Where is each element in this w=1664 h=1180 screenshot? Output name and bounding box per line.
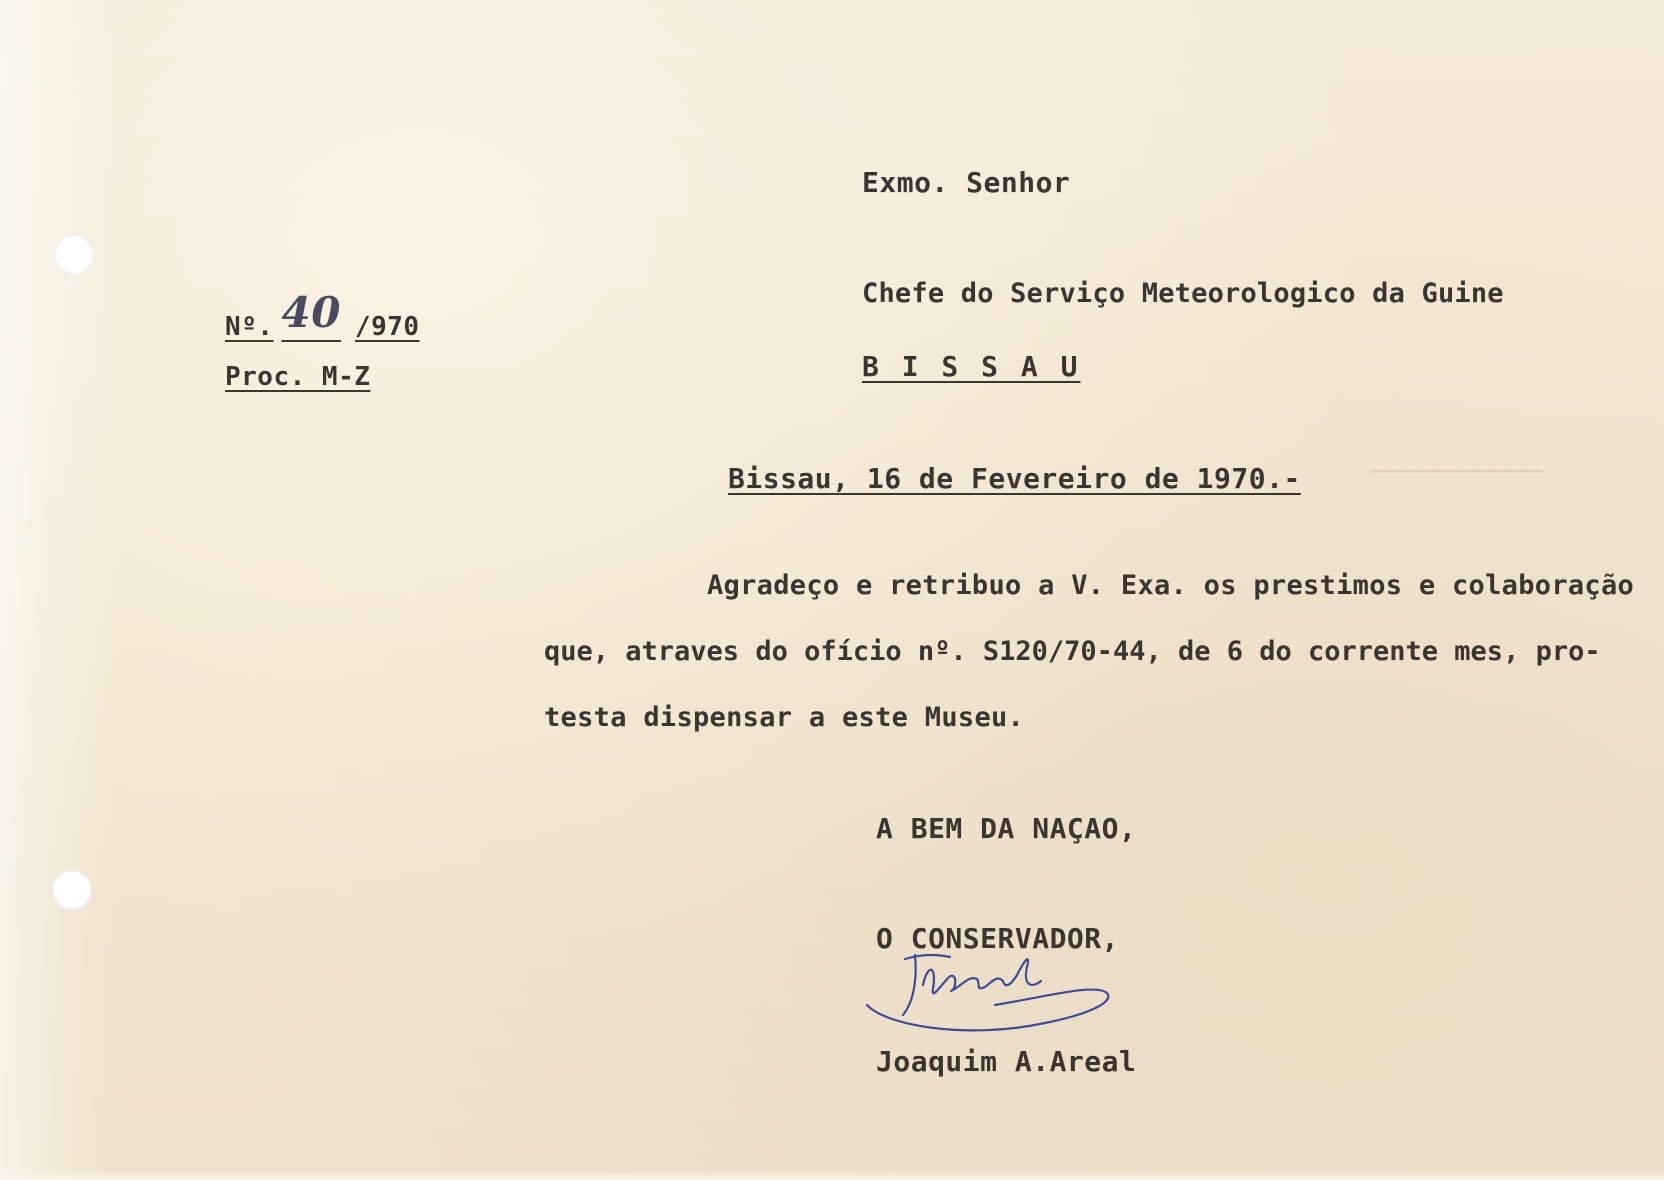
show-through-text: __________ bbox=[1370, 440, 1544, 473]
reference-number-handwritten: 40 bbox=[281, 288, 341, 337]
body-line-1: Agradeço e retribuo a V. Exa. os prestimos e colaboração bbox=[707, 570, 1635, 601]
salutation: Exmo. Senhor bbox=[862, 166, 1071, 199]
addressee-title: Chefe do Serviço Meteorologico da Guine bbox=[862, 278, 1504, 309]
closing-formula: A BEM DA NAÇAO, bbox=[876, 812, 1137, 845]
punch-hole-top bbox=[54, 235, 94, 275]
signatory-name: Joaquim A.Areal bbox=[876, 1045, 1137, 1078]
closing-role: O CONSERVADOR, bbox=[876, 922, 1120, 955]
reference-number-suffix: /970 bbox=[354, 312, 420, 342]
body-line-3: testa dispensar a este Museu. bbox=[544, 702, 1025, 733]
handwritten-signature bbox=[845, 945, 1125, 1045]
addressee-city: B I S S A U bbox=[862, 350, 1081, 383]
punch-hole-bottom bbox=[52, 870, 92, 910]
paper-bottom-edge bbox=[0, 1170, 1664, 1180]
process-reference: Proc. M-Z bbox=[225, 362, 371, 392]
date-line: Bissau, 16 de Fevereiro de 1970.- bbox=[728, 462, 1301, 495]
paper-edge-shading bbox=[0, 0, 120, 1180]
body-line-2: que, atraves do ofício nº. S120/70-44, de 6 do corrente mes, pro- bbox=[544, 636, 1601, 667]
reference-number-line bbox=[225, 288, 420, 345]
reference-number-prefix: Nº. bbox=[225, 312, 274, 342]
